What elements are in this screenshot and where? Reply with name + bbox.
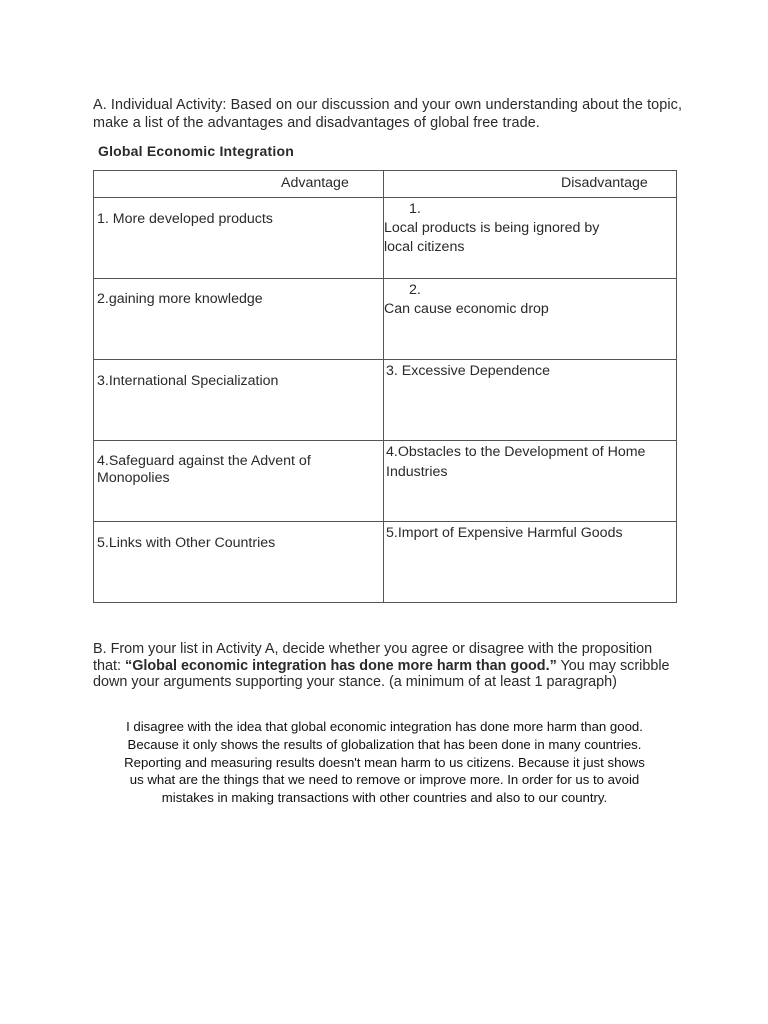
advantage-cell <box>94 522 384 603</box>
advantage-text: 1. More developed products <box>97 211 273 227</box>
table-row <box>94 522 677 603</box>
answer-line: Reporting and measuring results doesn't mean harm to us citizens. Because it just shows <box>124 754 645 770</box>
answer-line: I disagree with the idea that global economic integration has done more harm than good. <box>126 719 643 734</box>
advantage-text: 2.gaining more knowledge <box>97 291 263 307</box>
header-disadvantage: Disadvantage <box>561 175 648 191</box>
answer-line: Because it only shows the results of globalization that has been done in many countries. <box>127 736 642 752</box>
header-advantage-cell <box>94 171 384 198</box>
answer-line: us what are the things that we need to remove or improve more. In order for us to avoid <box>129 772 640 788</box>
table-title: Global Economic Integration <box>98 143 294 159</box>
disadvantage-text: Can cause economic drop <box>384 301 549 317</box>
disadvantage-cell <box>384 279 677 360</box>
advantages-disadvantages-table <box>93 170 677 603</box>
activity-b-instruction <box>93 641 683 691</box>
answer-line: mistakes in making transactions with other countries and also to our country. <box>161 790 608 806</box>
header-advantage: Advantage <box>281 175 349 191</box>
advantage-text: 4.Safeguard against the Advent of Monopolies <box>97 453 311 486</box>
disadvantage-list-item <box>384 279 676 319</box>
list-number: 1. <box>409 201 421 217</box>
advantage-cell <box>94 441 384 522</box>
list-number: 2. <box>409 282 421 298</box>
advantage-cell <box>94 360 384 441</box>
advantage-cell <box>94 279 384 360</box>
disadvantage-text: 3. Excessive Dependence <box>386 363 551 379</box>
disadvantage-cell <box>384 360 677 441</box>
disadvantage-cell <box>384 522 677 603</box>
header-disadvantage-cell <box>384 171 677 198</box>
activity-b-proposition: “Global economic integration has done more harm than good.” <box>125 657 557 674</box>
advantage-cell <box>94 198 384 279</box>
activity-b-outro: You may scribble down your arguments supporting your stance. (a minimum of at least 1 paragraph) <box>93 657 670 690</box>
activity-b-intro: B. From your list in Activity A, decide whether you agree or disagree with the proposition that: <box>93 641 653 674</box>
advantage-text: 3.International Specialization <box>97 373 279 389</box>
disadvantage-cell <box>384 441 677 522</box>
disadvantage-list-item <box>384 198 676 257</box>
table-row <box>94 441 677 522</box>
advantage-text: 5.Links with Other Countries <box>97 535 276 551</box>
disadvantage-text: Local products is being ignored by local citizens <box>384 220 600 255</box>
disadvantage-cell <box>384 198 677 279</box>
table-row <box>94 360 677 441</box>
table-row <box>94 279 677 360</box>
answer-paragraph <box>93 718 676 807</box>
activity-a-instruction: A. Individual Activity: Based on our discussion and your own understanding about the topic, make a list of the advantages and disadvantages of global free trade. <box>93 97 683 131</box>
disadvantage-text: 4.Obstacles to the Development of Home Industries <box>386 444 646 480</box>
table-row <box>94 198 677 279</box>
table-header-row <box>94 171 677 198</box>
disadvantage-text: 5.Import of Expensive Harmful Goods <box>386 525 623 541</box>
